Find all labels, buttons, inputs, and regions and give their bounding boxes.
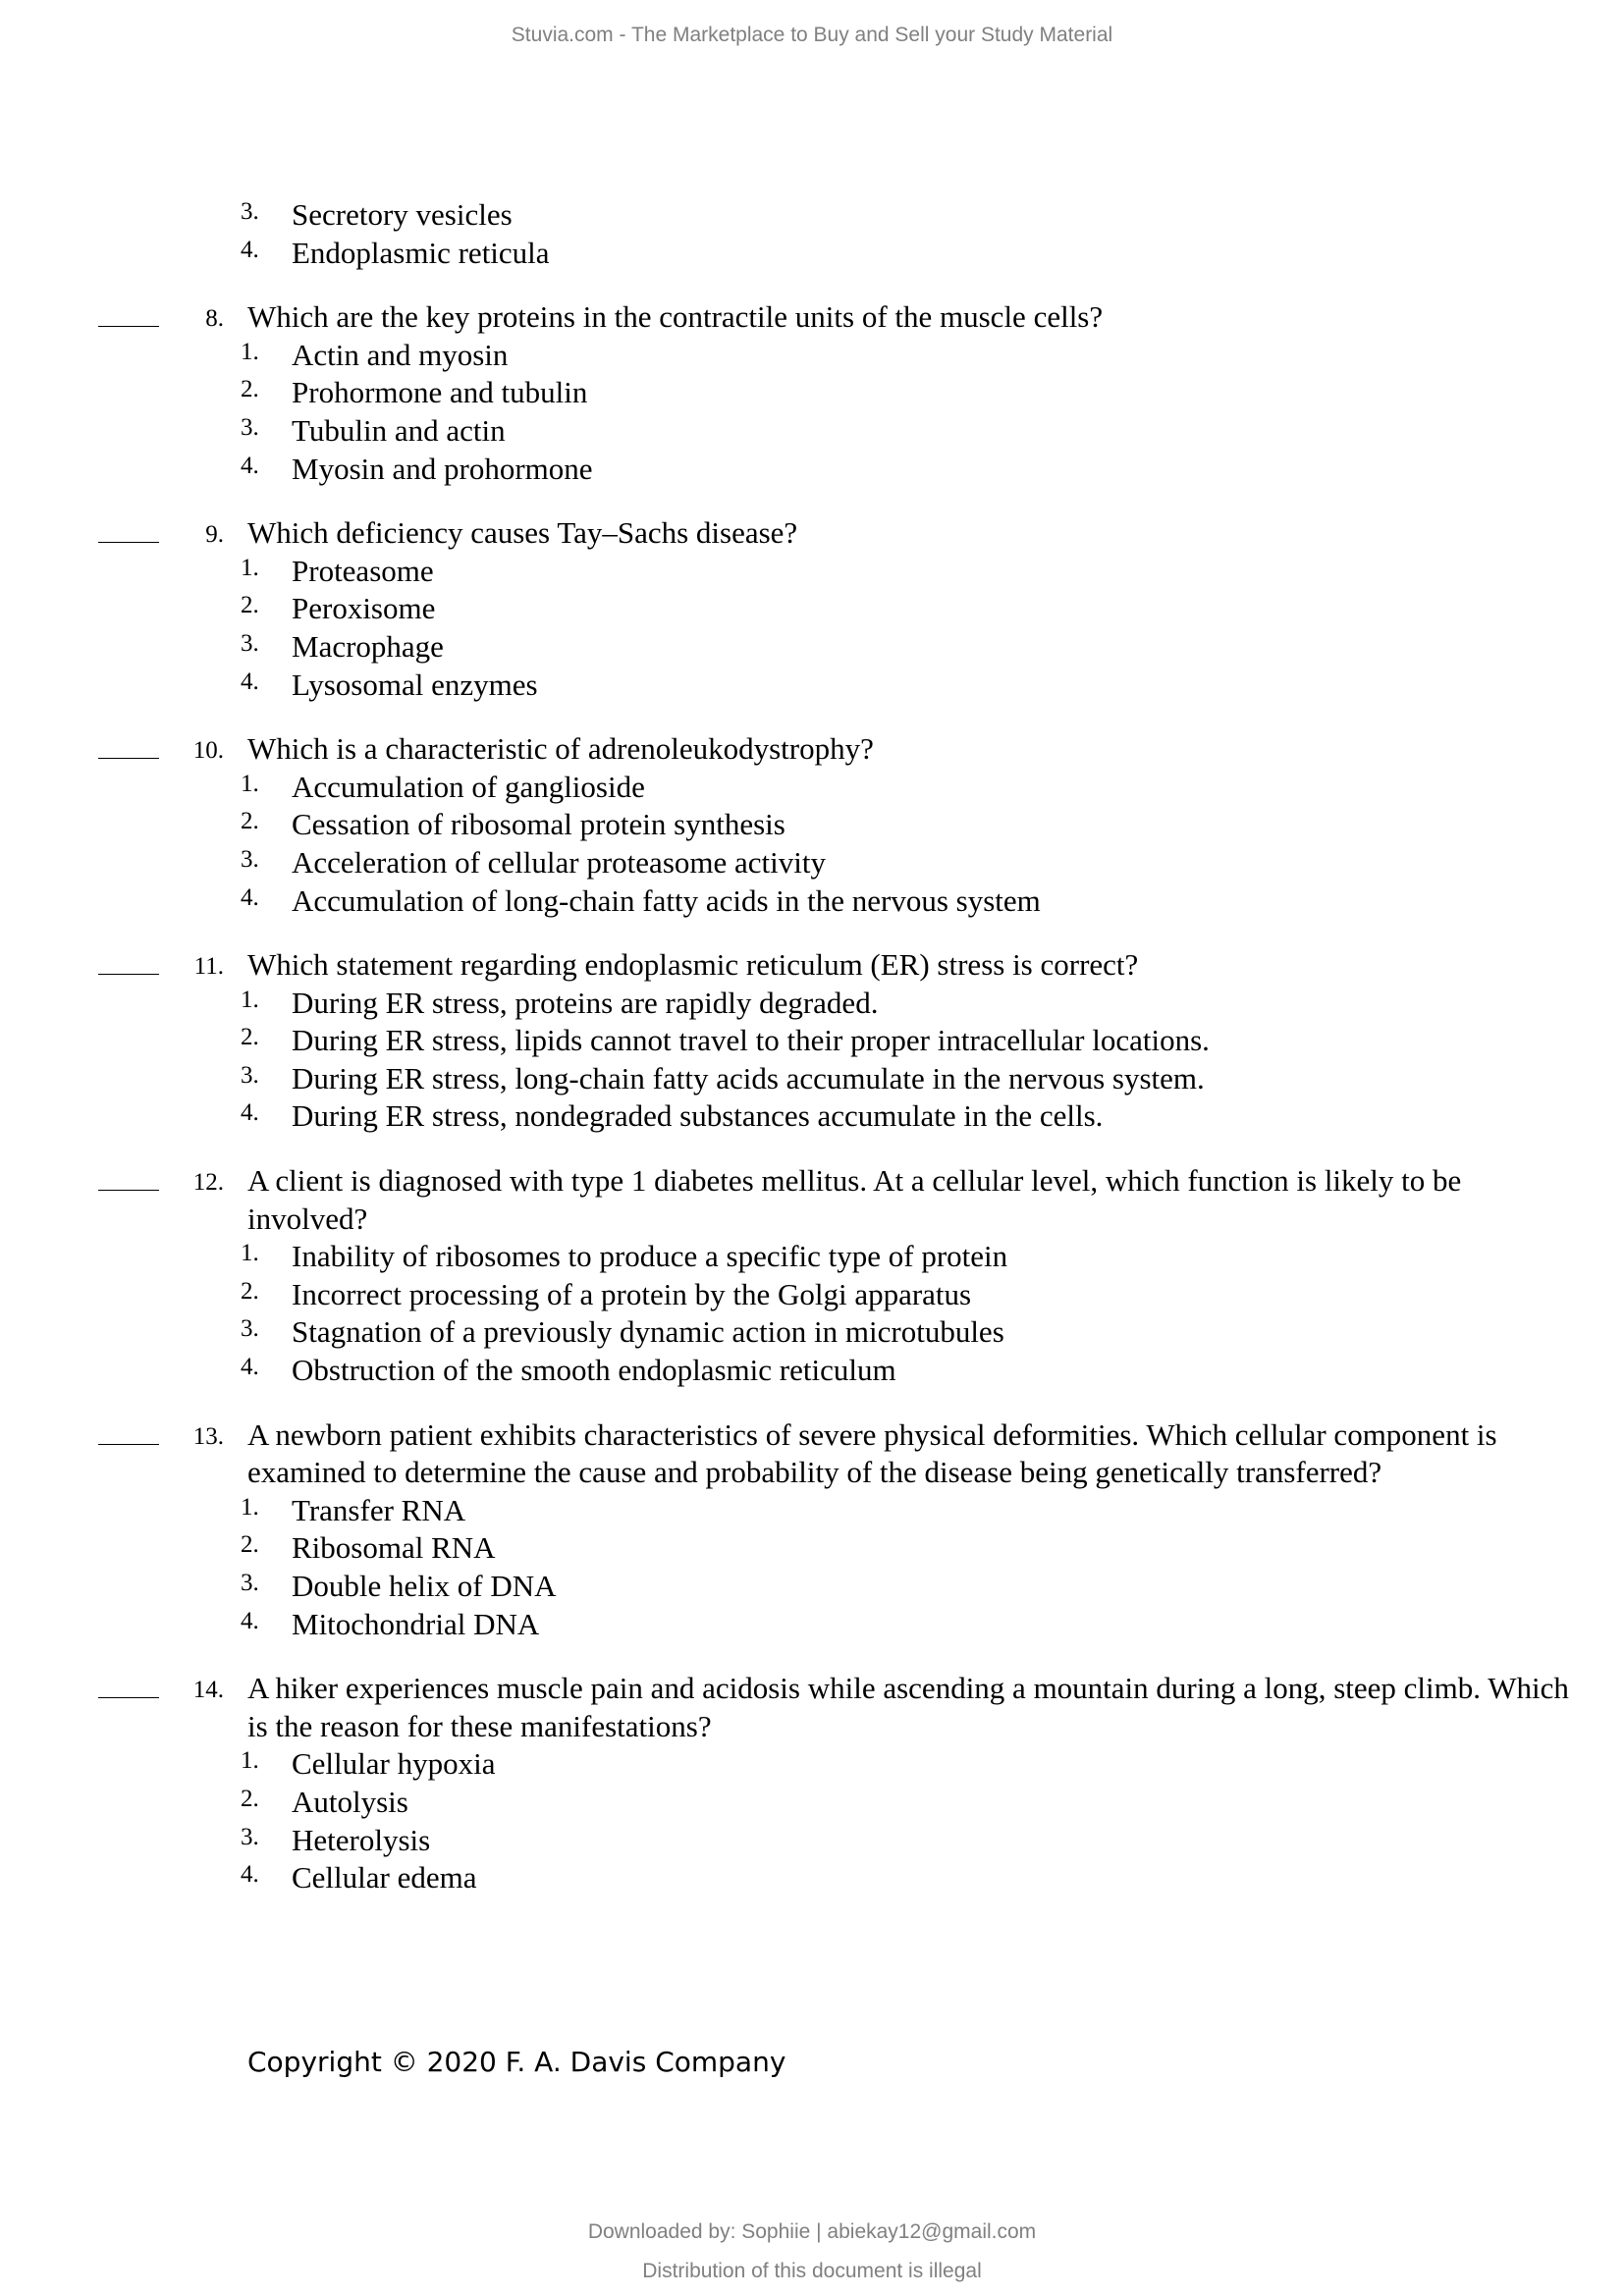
option-item (0, 1022, 1624, 1060)
option-number: 4. (241, 452, 259, 479)
option-number: 4. (241, 1354, 259, 1381)
answer-blank (98, 1416, 159, 1455)
option-text: Cellular hypoxia (292, 1746, 496, 1782)
question-number: 14. (192, 1677, 224, 1704)
question-number: 11. (193, 953, 224, 981)
answer-blank (98, 1670, 159, 1708)
option-item (0, 1529, 1624, 1568)
option-text: Stagnation of a previously dynamic action in microtubules (292, 1314, 1004, 1350)
option-number: 2. (241, 1785, 259, 1812)
option-item (0, 806, 1624, 844)
option-item (0, 1313, 1624, 1352)
option-number: 2. (241, 1531, 259, 1559)
continued-options (0, 196, 1624, 272)
answer-blank (98, 1162, 159, 1201)
option-item (0, 1097, 1624, 1136)
option-item (0, 1606, 1624, 1644)
option-text: Accumulation of long-chain fatty acids in the nervous system (292, 882, 1041, 918)
question-13 (0, 1416, 1624, 1644)
question-12 (0, 1162, 1624, 1390)
option-number: 1. (241, 1747, 259, 1775)
option-text: Actin and myosin (292, 337, 509, 372)
downloaded-by-watermark: Downloaded by: Sophiie | abiekay12@gmail.com (587, 2220, 1037, 2243)
option-number: 4. (241, 1607, 259, 1634)
option-number: 4. (241, 236, 259, 263)
question-number: 8. (205, 305, 224, 333)
option-text: Proteasome (292, 553, 434, 588)
option-text: Mitochondrial DNA (292, 1606, 540, 1641)
option-text: During ER stress, nondegraded substances accumulate in the cells. (292, 1098, 1104, 1134)
option-item (0, 1352, 1624, 1390)
option-item (0, 553, 1624, 591)
option-text: Autolysis (292, 1784, 408, 1819)
option-text: Secretory vesicles (292, 197, 513, 232)
option-number: 4. (241, 1861, 259, 1889)
page-header-watermark: Stuvia.com - The Marketplace to Buy and Sell your Study Material (511, 24, 1113, 46)
option-text: Cessation of ribosomal protein synthesis (292, 807, 785, 842)
answer-blank (98, 514, 159, 553)
answer-blank (98, 946, 159, 985)
option-number: 1. (241, 338, 259, 365)
option-number: 1. (241, 1493, 259, 1521)
question-stem: A newborn patient exhibits characteristics of severe physical deformities. Which cellular component is examined to determine the cause and probability of the disease being genetically transferred? (247, 1416, 1497, 1490)
option-text: Double helix of DNA (292, 1569, 557, 1603)
option-text: Lysosomal enzymes (292, 667, 538, 702)
option-item (0, 628, 1624, 667)
option-item (0, 1276, 1624, 1314)
option-item (0, 590, 1624, 628)
option-number: 2. (241, 808, 259, 835)
option-item (0, 337, 1624, 375)
option-number: 2. (241, 1024, 259, 1051)
question-stem: A hiker experiences muscle pain and acidosis while ascending a mountain during a long, steep climb. Which is the reason for these manifestations? (247, 1671, 1569, 1743)
option-number: 3. (241, 413, 259, 441)
option-text: Accumulation of ganglioside (292, 769, 645, 804)
question-10 (0, 730, 1624, 920)
option-number: 1. (241, 554, 259, 581)
option-text: Tubulin and actin (292, 412, 506, 448)
question-14 (0, 1670, 1624, 1897)
option-item (0, 451, 1624, 489)
option-text: During ER stress, lipids cannot travel to their proper intracellular locations. (292, 1023, 1210, 1058)
question-8 (0, 298, 1624, 488)
option-number: 1. (241, 770, 259, 797)
option-item (0, 844, 1624, 882)
option-item (0, 1492, 1624, 1530)
option-text: Myosin and prohormone (292, 451, 593, 486)
option-number: 2. (241, 1277, 259, 1305)
option-number: 1. (241, 1240, 259, 1267)
option-number: 3. (241, 629, 259, 657)
option-item (0, 1745, 1624, 1784)
option-item (0, 235, 1624, 273)
option-item (0, 412, 1624, 451)
option-item (0, 1060, 1624, 1098)
option-item (0, 985, 1624, 1023)
question-11 (0, 946, 1624, 1136)
option-text: Endoplasmic reticula (292, 235, 550, 270)
option-item (0, 1822, 1624, 1860)
option-number: 2. (241, 592, 259, 619)
question-number: 13. (192, 1422, 224, 1450)
option-item (0, 374, 1624, 412)
option-number: 4. (241, 1099, 259, 1127)
option-number: 3. (241, 198, 259, 225)
option-item (0, 1238, 1624, 1276)
option-text: Prohormone and tubulin (292, 375, 588, 410)
question-number: 9. (205, 521, 224, 549)
option-text: Inability of ribosomes to produce a specific type of protein (292, 1239, 1008, 1274)
option-text: During ER stress, long-chain fatty acids accumulate in the nervous system. (292, 1060, 1205, 1095)
option-number: 3. (241, 1061, 259, 1089)
question-stem: Which are the key proteins in the contractile units of the muscle cells? (247, 299, 1104, 335)
option-text: Obstruction of the smooth endoplasmic reticulum (292, 1353, 896, 1388)
option-text: Cellular edema (292, 1860, 477, 1896)
option-number: 4. (241, 667, 259, 695)
option-text: Heterolysis (292, 1822, 431, 1857)
answer-blank (98, 298, 159, 337)
question-9 (0, 514, 1624, 704)
option-item (0, 196, 1624, 235)
option-text: Acceleration of cellular proteasome activity (292, 844, 826, 880)
option-text: Ribosomal RNA (292, 1530, 496, 1566)
option-text: Peroxisome (292, 591, 436, 626)
question-number: 12. (192, 1169, 224, 1197)
option-number: 1. (241, 986, 259, 1013)
answer-blank (98, 730, 159, 769)
option-number: 4. (241, 883, 259, 911)
quiz-content (0, 196, 1624, 1897)
option-item (0, 1784, 1624, 1822)
option-number: 3. (241, 1570, 259, 1596)
option-item (0, 769, 1624, 807)
option-item (0, 1859, 1624, 1897)
question-stem: A client is diagnosed with type 1 diabetes mellitus. At a cellular level, which function is likely to be involved? (247, 1163, 1462, 1236)
option-text: Incorrect processing of a protein by the Golgi apparatus (292, 1276, 972, 1311)
question-stem: Which statement regarding endoplasmic reticulum (ER) stress is correct? (247, 947, 1139, 983)
option-number: 2. (241, 376, 259, 403)
option-item (0, 1568, 1624, 1606)
option-text: Macrophage (292, 628, 444, 664)
option-number: 3. (241, 845, 259, 873)
copyright-notice: Copyright © 2020 F. A. Davis Company (247, 2046, 786, 2078)
distribution-notice: Distribution of this document is illegal (642, 2260, 982, 2282)
option-number: 3. (241, 1823, 259, 1850)
option-number: 3. (241, 1315, 259, 1343)
option-text: During ER stress, proteins are rapidly degraded. (292, 985, 879, 1020)
question-stem: Which deficiency causes Tay–Sachs disease? (247, 515, 798, 551)
option-text: Transfer RNA (292, 1492, 466, 1527)
question-stem: Which is a characteristic of adrenoleukodystrophy? (247, 731, 874, 767)
question-number: 10. (192, 737, 224, 765)
option-item (0, 667, 1624, 705)
option-item (0, 882, 1624, 921)
